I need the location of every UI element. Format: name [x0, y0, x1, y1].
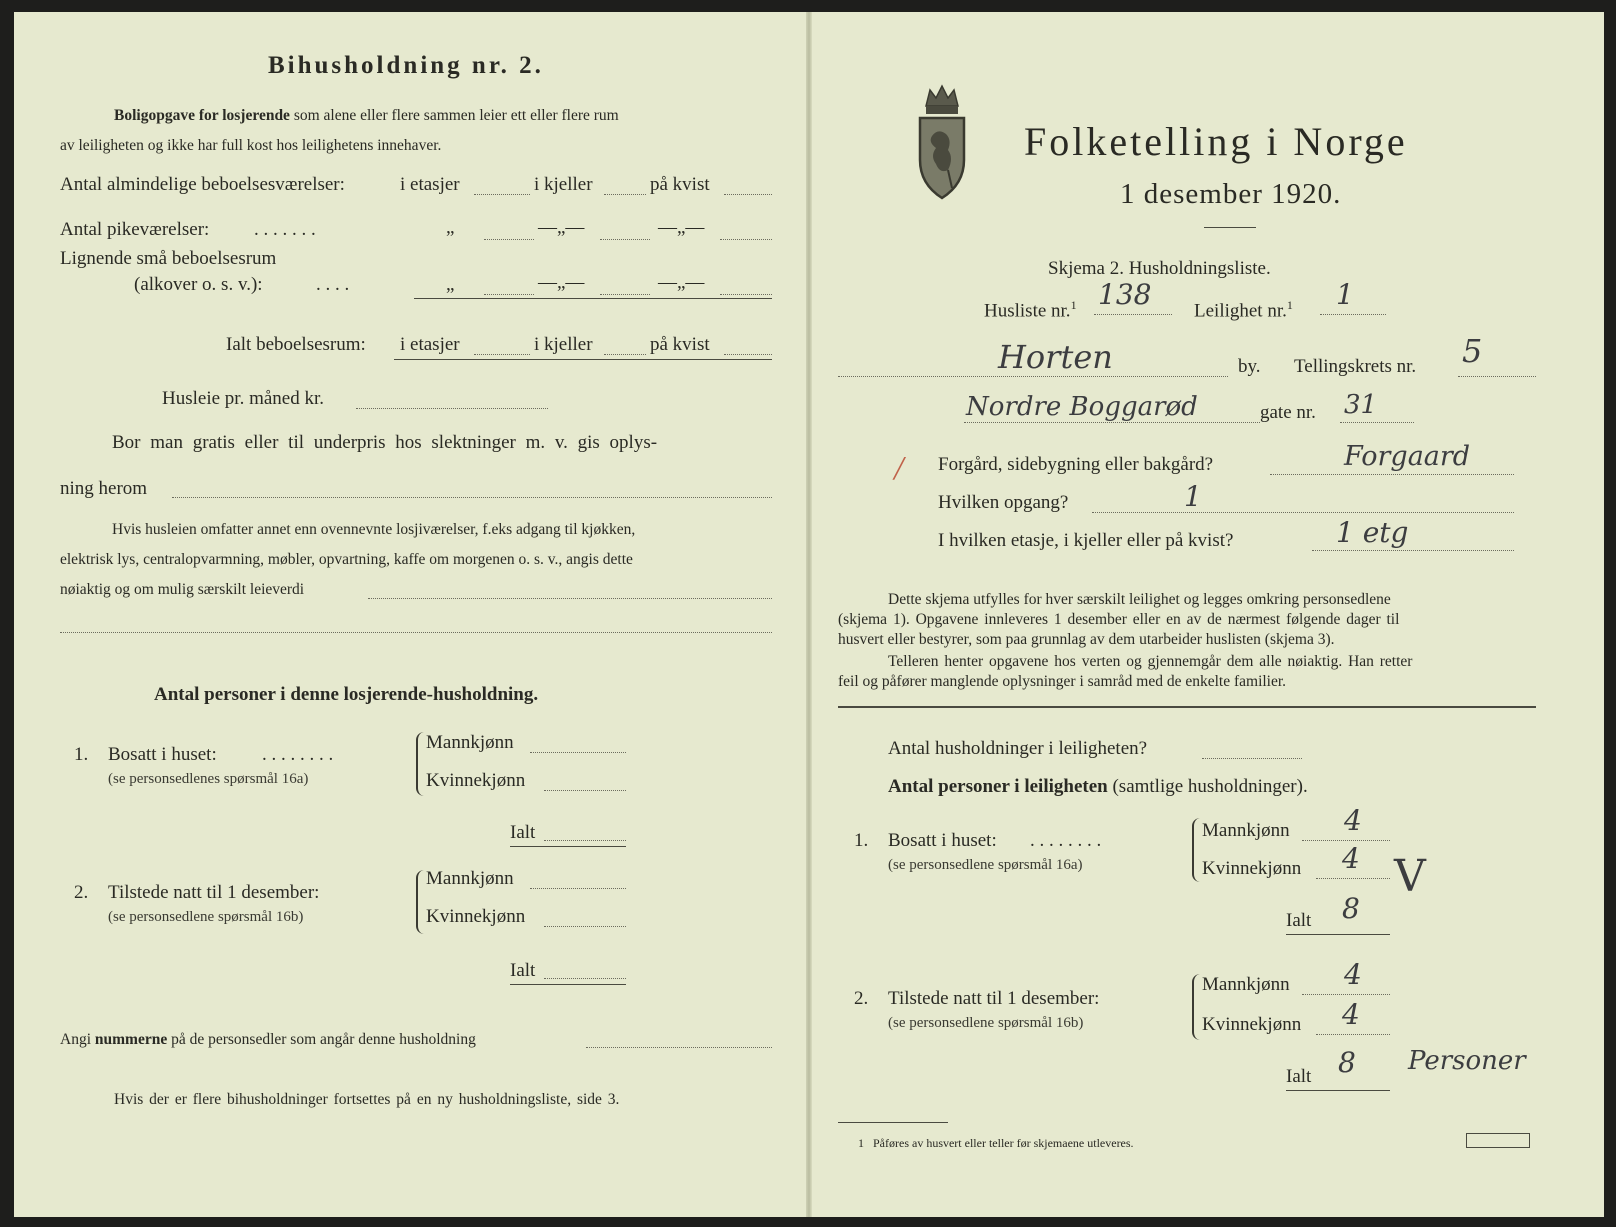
etasje-label: I hvilken etasje, i kjeller eller på kvist? [938, 530, 1234, 551]
hvis-field-2[interactable] [60, 632, 772, 633]
rooms-etasjer-field[interactable] [474, 194, 530, 195]
lq1-brace [416, 732, 424, 796]
gate-value[interactable]: Nordre Boggarød [966, 392, 1198, 422]
ialt-etasjer-field[interactable] [474, 354, 530, 355]
intro-line-2: av leiligheten og ikke har full kost hos leilighetens innehaver. [60, 137, 442, 154]
alkover-etasjer-field[interactable] [484, 294, 534, 295]
pike-ditto-1: „ [446, 217, 455, 238]
rq2-num: 2. [854, 988, 869, 1009]
rq2-ialt-note: Personer [1408, 1046, 1526, 1076]
rq2-ialt-line [1286, 1090, 1390, 1091]
lq2-kvinne: Kvinnekjønn [426, 906, 526, 927]
rq1-kvinne: Kvinnekjønn [1202, 858, 1302, 879]
gate-nr-value[interactable]: 31 [1344, 390, 1378, 420]
rq1-mann-value[interactable]: 4 [1344, 804, 1362, 837]
rq2-kvinne: Kvinnekjønn [1202, 1014, 1302, 1035]
forgard-field [1270, 474, 1514, 475]
leilighet-text: Leilighet nr. [1194, 300, 1287, 322]
note-line-4: Telleren henter opgavene hos verten og gjennemgår dem alle nøiaktig. Han retter [888, 653, 1413, 670]
gate-field [964, 422, 1260, 423]
note-line-5: feil og påfører manglende oplysninger i samråd med de enkelte familier. [838, 673, 1287, 690]
by-label: by. [1238, 356, 1261, 377]
printer-stamp-icon [1466, 1133, 1530, 1148]
leilighet-value[interactable]: 1 [1336, 278, 1354, 311]
etasje-value[interactable]: 1 etg [1336, 516, 1409, 549]
rq1-ialt-line [1286, 934, 1390, 935]
lq1-ialt: Ialt [510, 822, 536, 843]
krets-field [1458, 376, 1536, 377]
antal-pers-line [888, 776, 1308, 798]
note-line-2: (skjema 1). Opgavene innleveres 1 desember eller en av de nærmest følgende dager til [838, 611, 1400, 628]
skjema-label: Skjema 2. Husholdningsliste. [1048, 258, 1271, 279]
check-mark-icon: V [1394, 851, 1426, 902]
rq1-kvinne-field [1316, 878, 1390, 879]
antal-hush-label: Antal husholdninger i leiligheten? [888, 738, 1148, 759]
rq1-num: 1. [854, 830, 869, 851]
by-field [838, 376, 1228, 377]
hvis-field-1[interactable] [368, 598, 772, 599]
intro-line-1 [114, 106, 619, 126]
ialt-etasjer: i etasjer [400, 334, 460, 355]
hvis-line-3: nøiaktig og om mulig særskilt leieverdi [60, 581, 305, 598]
gratis-line-2: ning herom [60, 478, 148, 499]
antal-pers-bold: Antal personer i leiligheten [888, 776, 1108, 797]
husliste-field [1094, 314, 1172, 315]
lq2-num: 2. [74, 882, 89, 903]
antal-hush-field[interactable] [1202, 758, 1302, 759]
ialt-kvist-field[interactable] [724, 354, 772, 355]
gratis-field[interactable] [172, 497, 772, 498]
lq2-ialt: Ialt [510, 960, 536, 981]
etasje-field [1312, 550, 1514, 551]
rq1-brace [1192, 818, 1200, 882]
rq2-mann: Mannkjønn [1202, 974, 1290, 995]
lq1-mann-field[interactable] [530, 752, 626, 753]
intro-bold: Boligopgave for losjerende [114, 107, 290, 124]
ialt-kvist: på kvist [650, 334, 710, 355]
rq2-kvinne-field [1316, 1034, 1390, 1035]
rooms-etasjer: i etasjer [400, 174, 460, 195]
angi-pre: Angi [60, 1031, 91, 1048]
angi-rest: på de personsedler som angår denne husholdning [171, 1031, 476, 1048]
leilighet-label [1194, 294, 1293, 322]
footnote-rule [838, 1122, 948, 1123]
leilighet-footnote-mark: 1 [1286, 298, 1293, 312]
rq2-sub: (se personsedlene spørsmål 16b) [888, 1015, 1084, 1031]
antal-pers-rest: (samtlige husholdninger). [1112, 776, 1308, 797]
census-date: 1 desember 1920. [1120, 178, 1342, 210]
lq1-label: Bosatt i huset: [108, 744, 217, 765]
lq2-ialt-line [510, 984, 626, 985]
rq2-ialt: Ialt [1286, 1066, 1312, 1087]
rq2-ialt-value[interactable]: 8 [1338, 1046, 1356, 1079]
rq1-ialt: Ialt [1286, 910, 1312, 931]
lq2-brace [416, 870, 424, 934]
angi-line [60, 1030, 476, 1050]
lq1-kvinne: Kvinnekjønn [426, 770, 526, 791]
rq1-mann: Mannkjønn [1202, 820, 1290, 841]
lq1-kvinne-field[interactable] [544, 790, 626, 791]
husliste-footnote-mark: 1 [1070, 298, 1077, 312]
alkover-ditto-3: —„— [658, 272, 705, 293]
pike-dots: . . . . . . . [254, 219, 316, 240]
note-line-3: husvert eller bestyrer, som paa grunnlag av dem utarbeider huslisten (skjema 3). [838, 631, 1335, 648]
husleie-label: Husleie pr. måned kr. [162, 388, 324, 409]
lq2-ialt-field[interactable] [544, 978, 626, 979]
hvis-line-2: elektrisk lys, centralopvarmning, møbler, opvartning, kaffe om morgenen o. s. v., angis dette [60, 551, 633, 568]
pike-label: Antal pikeværelser: [60, 219, 210, 240]
lq1-sub: (se personsedlenes spørsmål 16a) [108, 771, 309, 787]
rq1-kvinne-value[interactable]: 4 [1342, 842, 1360, 875]
page-fold [806, 12, 812, 1217]
lq2-kvinne-field[interactable] [544, 926, 626, 927]
lq1-ialt-line [510, 846, 626, 847]
rq2-kvinne-value[interactable]: 4 [1342, 998, 1360, 1031]
ialt-rooms-label: Ialt beboelsesrum: [226, 334, 366, 355]
left-footer: Hvis der er flere bihusholdninger fortsettes på en ny husholdningsliste, side 3. [114, 1091, 620, 1108]
rooms-kjeller: i kjeller [534, 174, 593, 195]
lq2-mann-field[interactable] [530, 888, 626, 889]
coat-of-arms-icon [914, 80, 970, 202]
krets-label: Tellingskrets nr. [1294, 356, 1417, 377]
lq2-label: Tilstede natt til 1 desember: [108, 882, 320, 903]
right-title: Folketelling i Norge [1024, 119, 1408, 164]
rq2-mann-value[interactable]: 4 [1344, 958, 1362, 991]
rq1-dots: . . . . . . . . [1030, 830, 1102, 851]
rooms-kjeller-field[interactable] [604, 194, 646, 195]
gratis-line-1: Bor man gratis eller til underpris hos slektninger m. v. gis oplys- [112, 432, 658, 453]
pike-ditto-2: —„— [538, 217, 585, 238]
alkover-label: (alkover o. s. v.): [134, 274, 263, 295]
alkover-ditto-1: „ [446, 274, 455, 295]
alkover-dots: . . . . [316, 274, 350, 295]
angi-bold: nummerne [94, 1031, 168, 1048]
footnote [858, 1132, 1134, 1154]
alkover-kvist-field[interactable] [720, 294, 772, 295]
forgard-label: Forgård, sidebygning eller bakgård? [938, 454, 1214, 475]
ialt-kjeller: i kjeller [534, 334, 593, 355]
pike-kvist-field[interactable] [720, 239, 772, 240]
by-value[interactable]: Horten [998, 338, 1113, 376]
footnote-text: Påføres av husvert eller teller før skjemaene utleveres. [873, 1136, 1134, 1150]
opgang-label: Hvilken opgang? [938, 492, 1069, 513]
lq1-ialt-field[interactable] [544, 840, 626, 841]
alkover-kjeller-field[interactable] [600, 294, 650, 295]
husliste-text: Husliste nr. [984, 300, 1071, 322]
pike-kjeller-field[interactable] [600, 239, 650, 240]
rq1-mann-field [1302, 840, 1390, 841]
gate-nr-field [1340, 422, 1414, 423]
husliste-label [984, 294, 1077, 322]
footnote-mark: 1 [858, 1136, 864, 1150]
title-rule [1204, 227, 1256, 228]
pike-ditto-3: —„— [658, 217, 705, 238]
rq1-ialt-value[interactable]: 8 [1342, 892, 1360, 925]
rq2-brace [1192, 974, 1200, 1040]
alkover-sum-line [414, 298, 772, 299]
lq2-sub: (se personsedlene spørsmål 16b) [108, 909, 304, 925]
hvis-line-1: Hvis husleien omfatter annet enn ovennevnte losjiværelser, f.eks adgang til kjøkken, [112, 521, 636, 538]
rooms-label: Antal almindelige beboelsesværelser: [60, 174, 345, 195]
rooms-kvist: på kvist [650, 174, 710, 195]
lq1-mann: Mannkjønn [426, 732, 514, 753]
alkover-ditto-2: —„— [538, 272, 585, 293]
rq1-label: Bosatt i huset: [888, 830, 997, 851]
intro-rest: som alene eller flere sammen leier ett eller flere rum [293, 107, 619, 124]
lq1-num: 1. [74, 744, 89, 765]
ialt-rooms-line [394, 359, 772, 360]
ialt-kjeller-field[interactable] [604, 354, 646, 355]
gate-label: gate nr. [1260, 402, 1316, 423]
forgard-value[interactable]: Forgaard [1344, 441, 1471, 472]
persons-heading: Antal personer i denne losjerende-husholdning. [154, 684, 539, 705]
red-tick-mark: / [894, 450, 904, 487]
opgang-value[interactable]: 1 [1184, 480, 1202, 513]
rq2-mann-field [1302, 994, 1390, 995]
note-rule [838, 706, 1536, 708]
right-page [814, 12, 1604, 1217]
rooms-kvist-field[interactable] [724, 194, 772, 195]
census-form-sheet [14, 12, 1604, 1217]
lign-label: Lignende små beboelsesrum [60, 248, 277, 269]
lq1-dots: . . . . . . . . [262, 744, 334, 765]
left-page [14, 12, 804, 1217]
left-title: Bihusholdning nr. 2. [268, 52, 544, 79]
leilighet-field [1320, 314, 1386, 315]
pike-etasjer-field[interactable] [484, 239, 534, 240]
lq2-mann: Mannkjønn [426, 868, 514, 889]
husliste-value[interactable]: 138 [1098, 278, 1152, 311]
note-line-1: Dette skjema utfylles for hver særskilt leilighet og legges omkring personsedlene [888, 591, 1391, 608]
opgang-field [1092, 512, 1514, 513]
angi-field[interactable] [586, 1047, 772, 1048]
rq2-label: Tilstede natt til 1 desember: [888, 988, 1100, 1009]
krets-value[interactable]: 5 [1462, 332, 1483, 370]
husleie-field[interactable] [356, 408, 548, 409]
rq1-sub: (se personsedlene spørsmål 16a) [888, 857, 1083, 873]
